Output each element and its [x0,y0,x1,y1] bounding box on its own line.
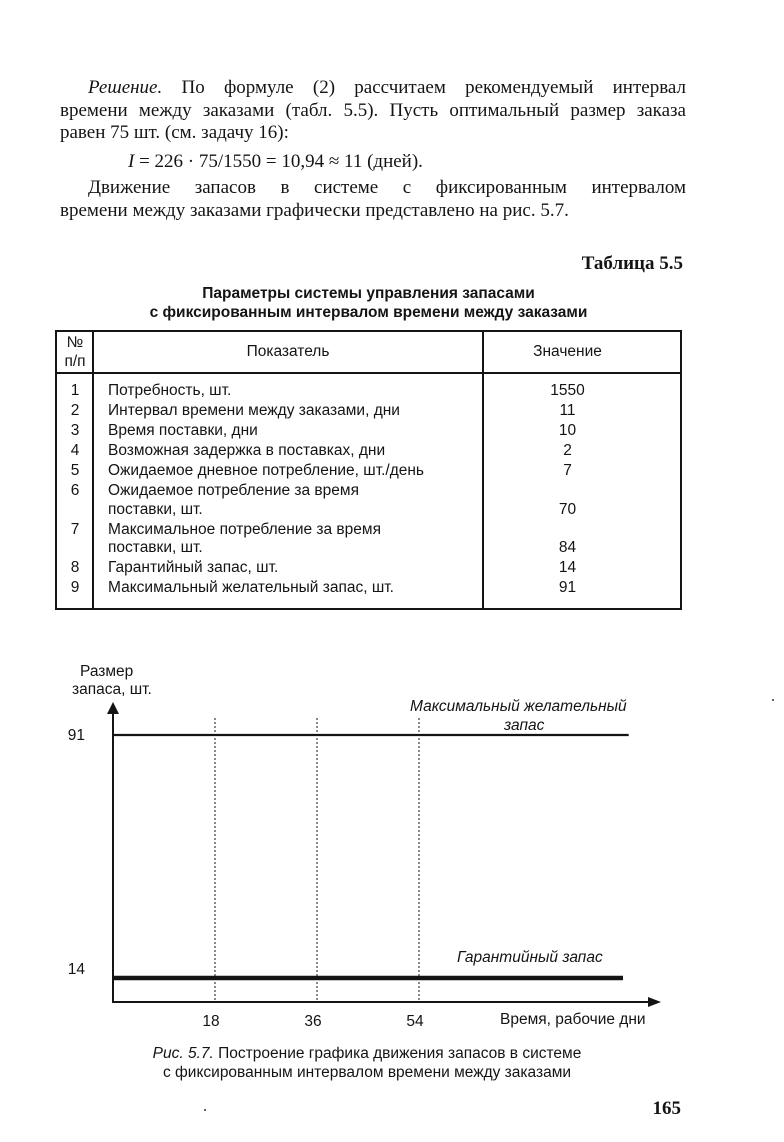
y-tick-label: 91 [67,727,85,744]
row-indicator-continuation: поставки, шт. [108,539,203,556]
row-indicator: Ожидаемое потребление за время [108,482,359,499]
page-number: 165 [652,1098,681,1119]
row-number: 1 [70,382,80,399]
row-value: 10 [558,422,577,439]
header-num-line-1: № [66,334,84,351]
y-tick-label: 14 [67,961,85,978]
row-value: 14 [558,559,577,576]
safety-stock-label: Гарантийный запас [457,949,603,966]
row-indicator: Ожидаемое дневное потребление, шт./день [108,462,425,479]
row-value: 70 [558,501,577,518]
figure-caption-line-1 [67,1045,667,1063]
row-indicator: Возможная задержка в поставках, дни [108,442,386,459]
x-axis-label: Время, рабочие дни [500,1011,646,1028]
row-value: 84 [558,539,577,556]
row-value: 1550 [550,382,585,399]
row-number: 7 [70,521,80,538]
x-tick-label: 36 [304,1013,322,1030]
header-num-line-2: п/п [64,353,86,370]
row-indicator: Гарантийный запас, шт. [108,559,279,576]
figure-caption-text: Построение графика движения запасов в системе [213,1045,582,1062]
row-number: 6 [70,482,80,499]
x-axis-arrow-icon [648,997,661,1007]
x-tick-label: 54 [406,1013,424,1030]
row-number: 8 [70,559,80,576]
y-axis-label-line-2: запаса, шт. [72,681,152,698]
row-number: 3 [70,422,80,439]
row-number: 2 [70,402,80,419]
row-value: 11 [559,402,576,419]
row-value: 2 [563,442,572,459]
solution-line-3: равен 75 шт. (см. задачу 16): [60,122,289,143]
solution-line-2: времени между заказами (табл. 5.5). Пусть оптимальный размер заказа [60,100,686,121]
row-indicator-continuation: поставки, шт. [108,501,203,518]
table-title-line-2: с фиксированным интервалом времени между заказами [149,304,588,321]
row-number: 5 [70,462,80,479]
figure-label: Рис. 5.7. [152,1045,214,1062]
y-axis-arrow-icon [107,702,119,714]
solution-line-1-text: По формуле (2) рассчитаем рекомендуемый интервал [162,77,686,98]
figure-caption-line-2: с фиксированным интервалом времени между заказами [162,1064,572,1081]
row-value: 7 [563,462,572,479]
table-label: Таблица 5.5 [581,253,683,274]
row-indicator: Интервал времени между заказами, дни [108,402,400,419]
x-tick-label: 18 [202,1013,220,1030]
formula-variable: I [128,151,135,172]
row-indicator: Максимальное потребление за время [108,521,381,538]
table-title-line-1: Параметры системы управления запасами [202,285,535,302]
max-stock-label-line-2: запас [504,717,545,734]
row-number: 4 [70,442,80,459]
scan-speck [204,1109,206,1111]
row-indicator: Максимальный желательный запас, шт. [108,579,394,596]
movement-line-1: Движение запасов в системе с фиксированным интервалом [88,177,686,198]
row-indicator: Потребность, шт. [108,382,232,399]
scan-speck [772,699,774,701]
y-axis-label-line-1: Размер [80,663,134,680]
movement-line-2: времени между заказами графически представлено на рис. 5.7. [60,200,569,221]
solution-lead: Решение. [88,77,163,98]
max-stock-label-line-1: Максимальный желательный [410,698,627,715]
row-value: 91 [558,579,577,596]
row-number: 9 [70,579,80,596]
header-value: Значение [533,343,602,360]
header-indicator: Показатель [246,343,330,360]
formula-expression: = 226 · 75/1550 = 10,94 ≈ 11 (дней). [134,151,423,172]
row-indicator: Время поставки, дни [108,422,258,439]
